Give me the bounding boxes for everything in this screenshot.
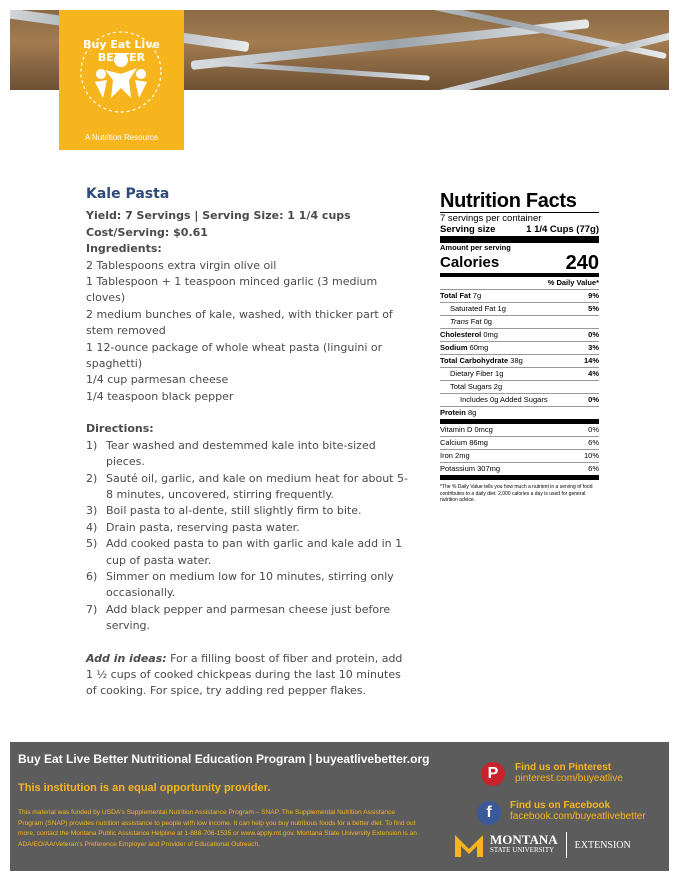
direction-step: 7) Add black pepper and parmesan cheese just before serving.: [86, 602, 391, 633]
nutrient-row: Total Sugars 2g: [440, 381, 599, 394]
vitamin-row: Vitamin D 0mcg 0%: [440, 424, 599, 437]
facebook-link[interactable]: Find us on Facebook facebook.com/buyeatlivebetter: [510, 800, 646, 822]
pinterest-icon[interactable]: P: [481, 762, 505, 786]
msu-extension-logo: [454, 832, 631, 858]
serving-size-row: Serving size 1 1/4 Cups (77g): [440, 224, 599, 243]
nutrition-title: Nutrition Facts: [440, 190, 599, 213]
vitamin-row: Calcium 86mg 6%: [440, 437, 599, 450]
nutrient-row: Dietary Fiber 1g 4%: [440, 368, 599, 381]
equal-opportunity: This institution is an equal opportunity provider.: [18, 782, 271, 794]
nutrient-row: Total Carbohydrate 38g 14%: [440, 355, 599, 368]
add-in-ideas: Add in ideas: For a filling boost of fiber and protein, add 1 ½ cups of cooked chickpeas during the last 10 minutes of cooking. For spice, try adding red pepper flakes.: [86, 651, 403, 698]
direction-step: 1) Tear washed and destemmed kale into bite-sized pieces.: [86, 438, 376, 469]
direction-step: 2) Sauté oil, garlic, and kale on medium heat for about 5-8 minutes, uncovered, stirring frequently.: [86, 471, 408, 501]
msu-sub: STATE UNIVERSITY: [490, 846, 555, 854]
logo-brand-text: Buy Eat Live BETTER: [83, 38, 160, 64]
brand-logo: [59, 10, 184, 150]
ingredients-heading: Ingredients:: [86, 242, 162, 256]
ingredient-item: 1 12-ounce package of whole wheat pasta (linguini or spaghetti): [86, 340, 383, 371]
msu-name: MONTANA: [490, 832, 558, 847]
msu-m-icon: [454, 832, 484, 858]
pinterest-link[interactable]: Find us on Pinterest pinterest.com/buyeatlive: [515, 762, 623, 784]
footer: [10, 742, 669, 871]
directions-heading: Directions:: [86, 422, 154, 436]
daily-value-header: % Daily Value*: [440, 277, 599, 290]
extension-label: EXTENSION: [574, 839, 631, 851]
recipe-yield: Yield: 7 Servings | Serving Size: 1 1/4 cups: [86, 209, 351, 223]
ingredient-item: 1 Tablespoon + 1 teaspoon minced garlic (3 medium cloves): [86, 275, 378, 305]
ingredient-item: 1/4 cup parmesan cheese: [86, 373, 229, 387]
logo-tagline: A Nutrition Resource: [84, 133, 159, 142]
amount-per-serving: Amount per serving: [440, 243, 511, 252]
ingredient-item: 1/4 teaspoon black pepper: [86, 389, 234, 403]
calories-row: Calories 240: [440, 253, 599, 277]
recipe-section: [86, 186, 408, 700]
direction-step: 4) Drain pasta, reserving pasta water.: [86, 520, 300, 534]
nutrient-row: Total Fat 7g 9%: [440, 290, 599, 303]
nutrient-row: Includes 0g Added Sugars 0%: [440, 394, 599, 407]
recipe-cost: Cost/Serving: $0.61: [86, 225, 208, 239]
servings-per-container: 7 servings per container: [440, 213, 542, 224]
direction-step: 6) Simmer on medium low for 10 minutes, stirring only occasionally.: [86, 569, 394, 600]
nutrient-row: Sodium 60mg 3%: [440, 342, 599, 355]
vitamin-row: Iron 2mg 10%: [440, 450, 599, 463]
nutrition-facts-label: [440, 190, 599, 504]
funding-statement: This material was funded by USDA's Supplemental Nutrition Assistance Program – SNAP. The Supplemental Nutrition Assistance Program (SNAP) provides nutrition assistance to people with low income. It can help you buy nutritious foods for a better diet. To find out more, contact the Montana Public Assistance Helpline at 1-888-706-1535 or www.apply.mt.gov. Montana State University Extension is an ADA/EO/AA/Veteran's Preference Employer and Provider of Educational Outreach.: [18, 809, 417, 848]
nutrition-footnote: *The % Daily Value tells you how much a nutrient in a serving of food contributes to a daily diet. 2,000 calories a day is used for general nutrition advice.: [440, 484, 593, 503]
program-line: Buy Eat Live Better Nutritional Education Program | buyeatlivebetter.org: [18, 752, 430, 766]
direction-step: 5) Add cooked pasta to pan with garlic and kale add in 1 cup of pasta water.: [86, 537, 403, 567]
ingredient-item: 2 Tablespoons extra virgin olive oil: [86, 258, 277, 272]
nutrient-row: Saturated Fat 1g 5%: [440, 303, 599, 316]
direction-step: 3) Boil pasta to al-dente, still slightly firm to bite.: [86, 504, 362, 518]
facebook-icon[interactable]: f: [477, 801, 501, 825]
directions-list: [86, 438, 408, 635]
nutrient-row: Cholesterol 0mg 0%: [440, 329, 599, 342]
vitamin-row: Potassium 307mg 6%: [440, 463, 599, 480]
ingredient-item: 2 medium bunches of kale, washed, with thicker part of stem removed: [86, 307, 393, 338]
recipe-title: Kale Pasta: [86, 186, 170, 202]
nutrient-row: Trans Fat 0g: [440, 316, 599, 329]
nutrient-row: Protein 8g: [440, 407, 599, 424]
